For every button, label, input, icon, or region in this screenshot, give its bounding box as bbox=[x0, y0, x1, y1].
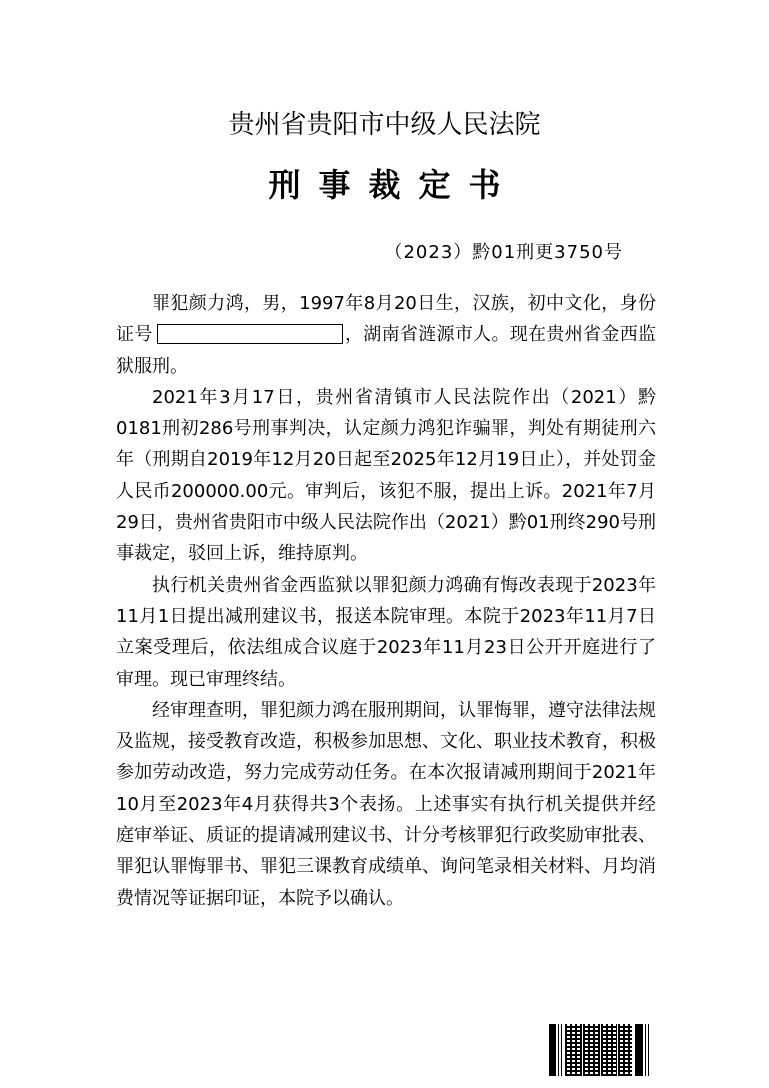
2d-barcode-icon bbox=[549, 1024, 651, 1076]
document-title: 刑事裁定书 bbox=[268, 166, 519, 204]
paragraph-original-judgment: 2021年3月17日，贵州省清镇市人民法院作出（2021）黔0181刑初286号刑事判决，认定颜力鸿犯诈骗罪，判处有期徒刑六年（刑期自2019年12月20日起至2025年12月19日止），并处罚金人民币200000.00元。审判后，该犯不服，提出上诉。2021年7月29日，贵州省贵阳市中级人民法院作出（2021）黔01刑终290号刑事裁定，驳回上诉，维持原判。 bbox=[116, 386, 656, 565]
paragraph-commutation-proposal: 执行机关贵州省金西监狱以罪犯颜力鸿确有悔改表现于2023年11月1日提出减刑建议书，报送本院审理。本院于2023年11月7日立案受理后，依法组成合议庭于2023年11月23日公开开庭进行了审理。现已审理终结。 bbox=[116, 574, 656, 690]
case-number: （2023）黔01刑更3750号 bbox=[384, 242, 623, 263]
paragraph-findings: 经审理查明，罪犯颜力鸿在服刑期间，认罪悔罪，遵守法律法规及监规，接受教育改造，积极参加思想、文化、职业技术教育，积极参加劳动改造，努力完成劳动任务。在本次报请减刑期间于2021年10月至2023年4月获得共3个表扬。上述事实有执行机关提供并经庭审举证、质证的提请减刑建议书、计分考核罪犯行政奖励审批表、罪犯认罪悔罪书、罪犯三课教育成绩单、询问笔录相关材料、月均消费情况等证据印证，本院予以确认。 bbox=[116, 699, 656, 909]
court-name: 贵州省贵阳市中级人民法院 bbox=[228, 110, 541, 140]
document-body bbox=[116, 288, 656, 914]
redacted-id-box bbox=[157, 324, 343, 344]
defendant-info-text: 罪犯颜力鸿，男，1997年8月20日生，汉族，初中文化，身份证号 bbox=[116, 293, 656, 346]
paragraph-defendant-info bbox=[116, 288, 656, 382]
defendant-origin-text: ，湖南省涟源市人。现在贵州省金西监狱服刑。 bbox=[116, 324, 657, 377]
